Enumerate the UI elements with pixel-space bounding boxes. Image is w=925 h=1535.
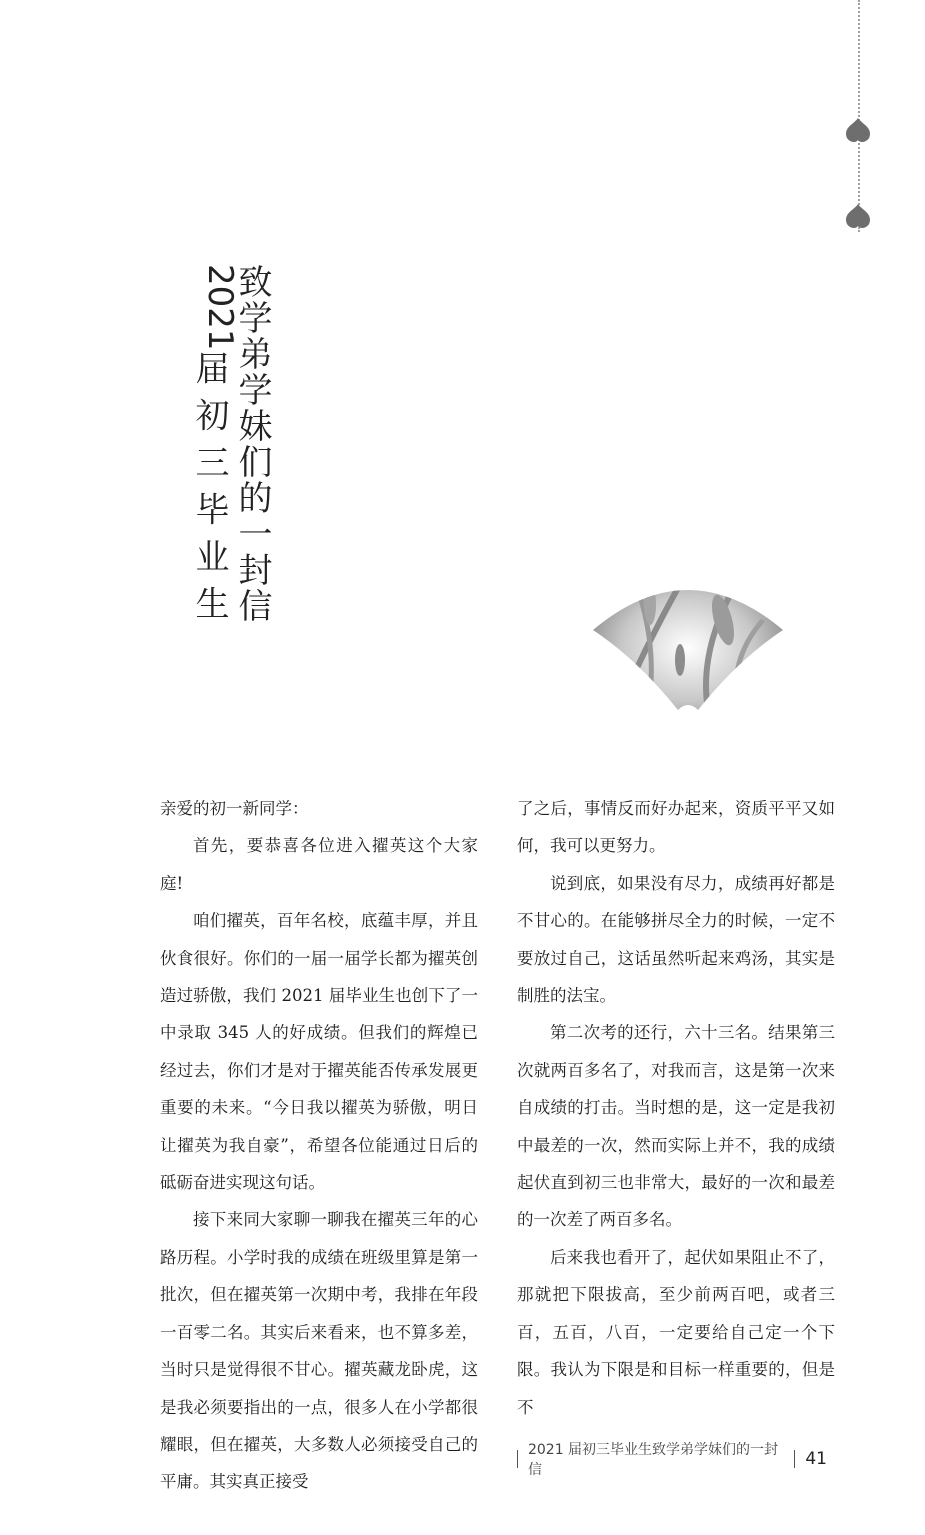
subtitle-rest: 届初三毕业生 [189, 350, 229, 633]
heart-icon [844, 116, 872, 144]
article-paragraph: 咱们擢英，百年名校，底蕴丰厚，并且伙食很好。你们的一届一届学长都为擢英创造过骄傲，我们 2021 届毕业生也创下了一中录取 345 人的好成绩。但我们的辉煌已经过去，你们才是对于擢英能否传承发展更重要的未来。“今日我以擢英为骄傲，明日让擢英为我自豪”，希望各位能通过日后的砥砺奋进实现这句话。 [160, 911, 478, 1193]
page-footer [517, 1439, 827, 1479]
article-title: 致学弟学妹们的一封信 [232, 264, 272, 624]
article-paragraph: 亲爱的初一新同学： [160, 799, 309, 818]
wheat-fan-illustration [588, 560, 788, 720]
article-paragraph: 说到底，如果没有尽力，成绩再好都是不甘心的。在能够拼尽全力的时候，一定不要放过自己，这话虽然听起来鸡汤，其实是制胜的法宝。 [517, 873, 835, 1006]
running-title: 2021 届初三毕业生致学弟学妹们的一封信 [527, 1442, 779, 1478]
footer-divider [517, 1450, 518, 1468]
article-subtitle [185, 264, 240, 633]
page-number: 41 [805, 1449, 827, 1469]
heart-icon [844, 202, 872, 230]
article-paragraph: 第二次考的还行，六十三名。结果第三次就两百多名了，对我而言，这是第一次来自成绩的打击。当时想的是，这一定是我初中最差的一次，然而实际上并不，我的成绩起伏直到初三也非常大，最好的一次和最差的一次差了两百多名。 [517, 1023, 835, 1230]
article-column-left [160, 790, 478, 1501]
subtitle-year: 2021 [200, 264, 240, 351]
article-paragraph: 首先，要恭喜各位进入擢英这个大家庭! [160, 836, 478, 893]
article-paragraph: 后来我也看开了，起伏如果阻止不了，那就把下限拔高，至少前两百吧，或者三百，五百，八百，一定要给自己定一个下限。我认为下限是和目标一样重要的，但是不 [517, 1247, 835, 1417]
article-column-right [517, 790, 835, 1426]
article-paragraph: 接下来同大家聊一聊我在擢英三年的心路历程。小学时我的成绩在班级里算是第一批次，但在擢英第一次期中考，我排在年段一百零二名。其实后来看来，也不算多差，当时只是觉得很不甘心。擢英藏龙卧虎，这是我必须要指出的一点，很多人在小学都很耀眼，但在擢英，大多数人必须接受自己的平庸。其实真正接受 [160, 1210, 478, 1492]
article-paragraph: 了之后，事情反而好办起来，资质平平又如何，我可以更努力。 [517, 799, 835, 856]
footer-divider [794, 1450, 795, 1468]
